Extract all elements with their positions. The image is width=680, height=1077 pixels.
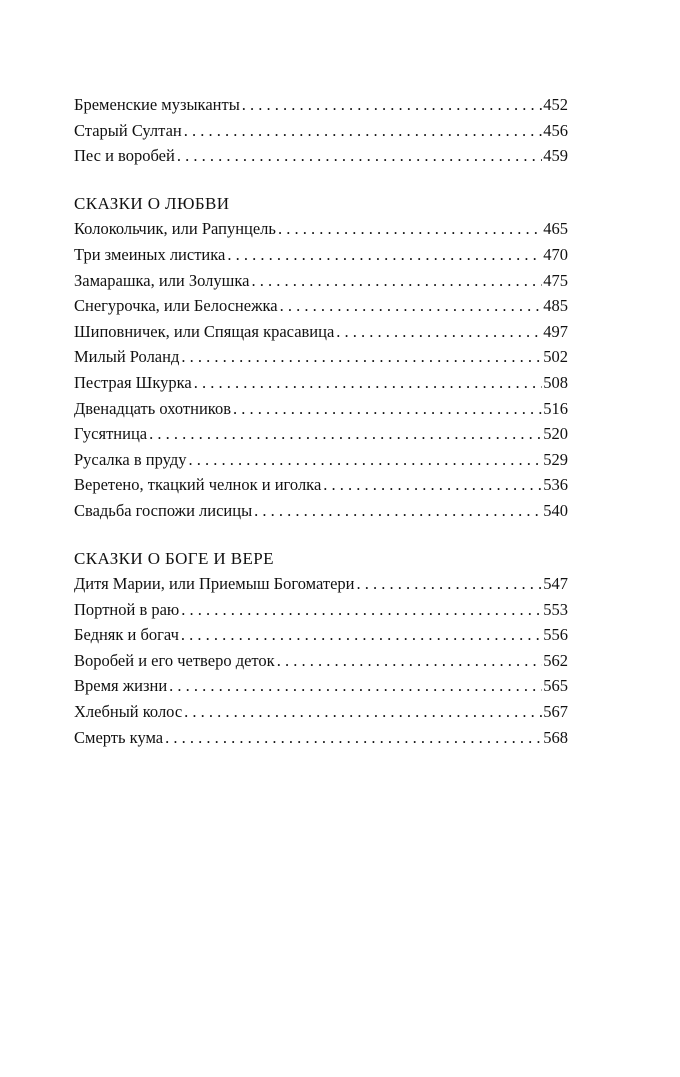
toc-entry-title: Бедняк и богач — [74, 625, 179, 645]
toc-entry-page: 502 — [543, 347, 568, 367]
dot-leader — [323, 472, 542, 498]
toc-entry-page: 568 — [543, 727, 568, 747]
dot-leader — [181, 344, 542, 370]
toc-entry[interactable] — [74, 216, 568, 242]
section-heading: СКАЗКИ О БОГЕ И ВЕРЕ — [74, 548, 274, 568]
dot-leader — [165, 725, 542, 751]
toc-entry[interactable] — [74, 143, 568, 169]
toc-entry[interactable] — [74, 268, 568, 294]
toc-entry-title: Замарашка, или Золушка — [74, 270, 250, 290]
dot-leader — [194, 370, 543, 396]
toc-entry-page: 508 — [543, 372, 568, 392]
toc-entry-title: Колокольчик, или Рапунцель — [74, 219, 276, 239]
toc-entry[interactable] — [74, 293, 568, 319]
toc-entry[interactable] — [74, 396, 568, 422]
dot-leader — [177, 143, 542, 169]
dot-leader — [233, 396, 542, 422]
toc-entry-title: Гусятница — [74, 424, 148, 444]
toc-entry-title: Бременские музыканты — [74, 95, 240, 114]
toc-entry-page: 452 — [543, 95, 568, 114]
toc-entry-page: 565 — [543, 676, 568, 696]
toc-entry-page: 520 — [543, 424, 568, 444]
toc-entry-page: 529 — [543, 449, 568, 469]
toc-entry-page: 536 — [543, 475, 568, 495]
toc-entry-title: Время жизни — [74, 676, 168, 696]
toc-entry-page: 556 — [543, 625, 568, 645]
toc-entry-title: Старый Султан — [74, 120, 182, 140]
toc-entry[interactable] — [74, 319, 568, 345]
toc-entry-title: Свадьба госпожи лисицы — [74, 500, 253, 520]
toc-section-faith — [74, 546, 568, 751]
toc-entry-title: Пестрая Шкурка — [74, 372, 192, 392]
toc-entry[interactable] — [74, 648, 568, 674]
dot-leader — [242, 92, 542, 118]
dot-leader — [149, 421, 542, 447]
dot-leader — [357, 571, 543, 597]
toc-entry-title: Три змеиных листика — [74, 244, 226, 264]
toc-entry-page: 485 — [543, 296, 568, 316]
table-of-contents — [74, 92, 568, 750]
dot-leader — [280, 293, 543, 319]
dot-leader — [336, 319, 542, 345]
toc-entry[interactable] — [74, 344, 568, 370]
toc-entry-title: Милый Роланд — [74, 347, 180, 367]
toc-entry[interactable] — [74, 118, 568, 144]
toc-entry-title: Воробей и его четверо деток — [74, 650, 275, 670]
toc-entry-page: 547 — [543, 574, 568, 594]
dot-leader — [189, 447, 543, 473]
dot-leader — [169, 673, 542, 699]
toc-entry-page: 562 — [543, 650, 568, 670]
dot-leader — [181, 622, 542, 648]
toc-entry-page: 465 — [543, 219, 568, 239]
dot-leader — [184, 118, 543, 144]
toc-entry-page: 497 — [543, 321, 568, 341]
toc-entry-title: Русалка в пруду — [74, 449, 187, 469]
toc-entry[interactable] — [74, 699, 568, 725]
toc-entry-title: Двенадцать охотников — [74, 398, 231, 418]
toc-entry-title: Снегурочка, или Белоснежка — [74, 296, 278, 316]
dot-leader — [254, 498, 542, 524]
toc-entry[interactable] — [74, 421, 568, 447]
toc-entry-title: Смерть кума — [74, 727, 164, 747]
toc-entry[interactable] — [74, 242, 568, 268]
toc-entry-title: Шиповничек, или Спящая красавица — [74, 321, 335, 341]
dot-leader — [227, 242, 542, 268]
toc-entry[interactable] — [74, 370, 568, 396]
toc-entry-title: Веретено, ткацкий челнок и иголка — [74, 475, 322, 495]
toc-entry-page: 567 — [543, 702, 568, 722]
toc-entry[interactable] — [74, 622, 568, 648]
toc-entry-page: 475 — [543, 270, 568, 290]
dot-leader — [278, 216, 542, 242]
toc-entry[interactable] — [74, 498, 568, 524]
toc-entry[interactable] — [74, 571, 568, 597]
toc-entry-page: 516 — [543, 398, 568, 418]
dot-leader — [277, 648, 543, 674]
toc-entry[interactable] — [74, 447, 568, 473]
toc-entry[interactable] — [74, 725, 568, 751]
toc-entry-title: Портной в раю — [74, 599, 180, 619]
toc-entry[interactable] — [74, 597, 568, 623]
toc-entry-page: 540 — [543, 500, 568, 520]
toc-entry-title: Хлебный колос — [74, 702, 183, 722]
dot-leader — [181, 597, 542, 623]
toc-entry[interactable] — [74, 92, 568, 118]
dot-leader — [184, 699, 542, 725]
toc-entry-page: 553 — [543, 599, 568, 619]
toc-entry-page: 470 — [543, 244, 568, 264]
section-heading: СКАЗКИ О ЛЮБВИ — [74, 193, 230, 213]
toc-entry-title: Дитя Марии, или Приемыш Богоматери — [74, 574, 355, 594]
toc-entry-page: 459 — [543, 146, 568, 166]
toc-section-love — [74, 191, 568, 524]
toc-entry-title: Пес и воробей — [74, 146, 175, 166]
toc-section-continued — [74, 92, 568, 169]
toc-entry-page: 456 — [543, 120, 568, 140]
dot-leader — [251, 268, 542, 294]
toc-entry[interactable] — [74, 472, 568, 498]
toc-entry[interactable] — [74, 673, 568, 699]
